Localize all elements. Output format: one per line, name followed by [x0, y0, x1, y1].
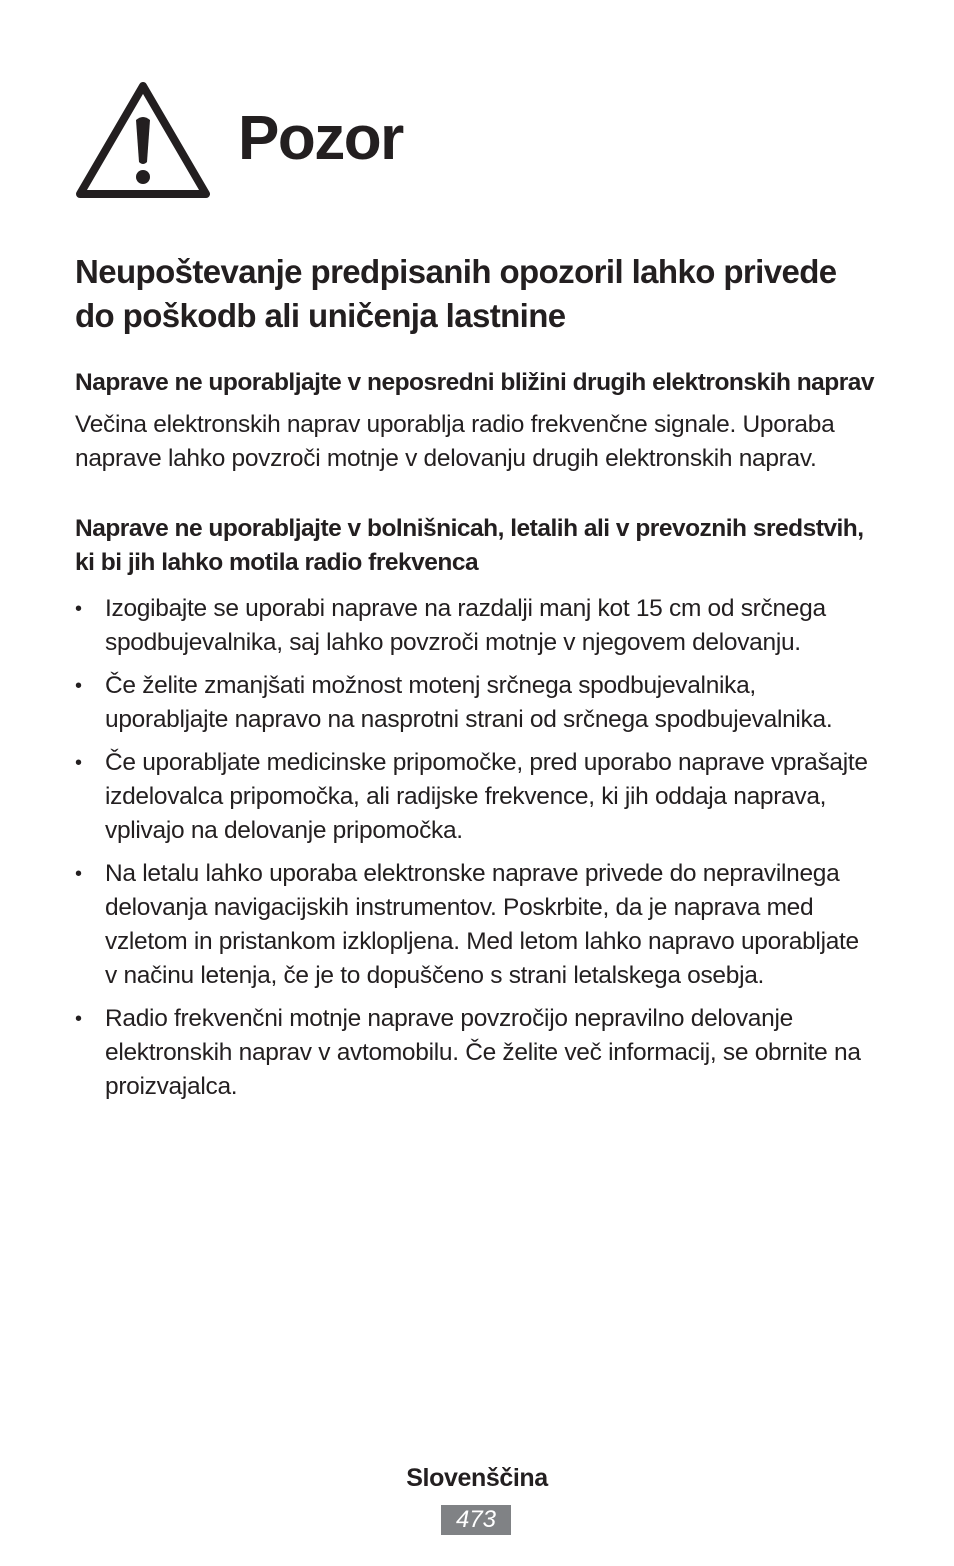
bullet-marker: • [75, 598, 82, 620]
list-item-text: Če uporabljate medicinske pripomočke, pred uporabo naprave vprašajte izdelovalca pripomočka, ali radijske frekvence, ki jih oddaja naprava, vplivajo na delovanje pripomočka. [105, 749, 868, 844]
list-item-text: Če želite zmanjšati možnost motenj srčnega spodbujevalnika, uporabljajte napravo na nasprotni strani od srčnega spodbujevalnika. [105, 672, 833, 733]
bullet-marker: • [75, 675, 82, 697]
bullet-list [75, 592, 875, 1104]
list-item-text: Izogibajte se uporabi naprave na razdalji manj kot 15 cm od srčnega spodbujevalnika, saj lahko povzroči motnje v njegovem delovanju. [105, 595, 826, 656]
page-title: Pozor [238, 104, 403, 173]
page-header [74, 80, 212, 202]
footer-language: Slovenščina [406, 1464, 548, 1492]
warning-triangle-icon [74, 80, 212, 202]
bullet-marker: • [75, 752, 82, 774]
subsection-heading: Naprave ne uporabljajte v neposredni bližini drugih elektronskih naprav [75, 369, 875, 396]
list-item [75, 746, 875, 848]
list-item [75, 857, 875, 993]
page-number: 473 [441, 1505, 511, 1535]
section-heading: Neupoštevanje predpisanih opozoril lahko privede do poškodb ali uničenja lastnine [75, 253, 837, 334]
list-item [75, 592, 875, 660]
subsection-paragraph: Večina elektronskih naprav uporablja radio frekvenčne signale. Uporaba naprave lahko povzroči motnje v delovanju drugih elektronskih naprav. [75, 411, 835, 472]
main-content [75, 250, 875, 1113]
list-item [75, 1002, 875, 1104]
list-item-text: Radio frekvenčni motnje naprave povzročijo nepravilno delovanje elektronskih naprav v avtomobilu. Če želite več informacij, se obrnite na proizvajalca. [105, 1005, 861, 1100]
bullet-marker: • [75, 1008, 82, 1030]
bullet-marker: • [75, 863, 82, 885]
list-item-text: Na letalu lahko uporaba elektronske naprave privede do nepravilnega delovanja navigacijskih instrumentov. Poskrbite, da je naprava med vzletom in pristankom izklopljena. Med letom lahko napravo uporabljate v načinu letenja, če je to dopuščeno s strani letalskega osebja. [105, 860, 859, 989]
subsection-heading: Naprave ne uporabljajte v bolnišnicah, letalih ali v prevoznih sredstvih, ki bi jih lahko motila radio frekvenca [75, 515, 864, 576]
list-item [75, 669, 875, 737]
